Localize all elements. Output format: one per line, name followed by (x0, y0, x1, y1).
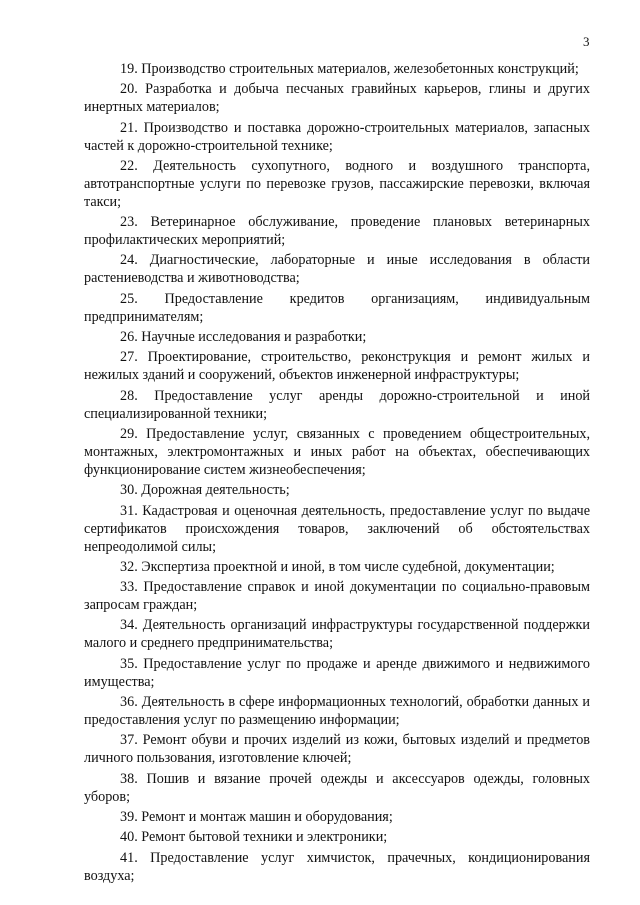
list-item: 28. Предоставление услуг аренды дорожно-строительной и иной специализированной техники; (84, 387, 590, 422)
list-item: 20. Разработка и добыча песчаных гравийных карьеров, глины и других инертных материалов; (84, 81, 590, 116)
list-item: 31. Кадастровая и оценочная деятельность, предоставление услуг по выдаче сертификатов происхождения товаров, заключений об обстоятельствах непреодолимой силы; (84, 502, 590, 555)
list-item: 26. Научные исследования и разработки; (120, 329, 367, 346)
list-item: 38. Пошив и вязание прочей одежды и аксессуаров одежды, головных уборов; (84, 770, 590, 805)
list-item: 21. Производство и поставка дорожно-строительных материалов, запасных частей к дорожно-строительной технике; (84, 119, 590, 154)
list-item: 30. Дорожная деятельность; (120, 482, 290, 499)
list-item: 41. Предоставление услуг химчисток, прачечных, кондиционирования воздуха; (84, 849, 590, 884)
list-item: 39. Ремонт и монтаж машин и оборудования; (120, 808, 393, 825)
list-item: 37. Ремонт обуви и прочих изделий из кожи, бытовых изделий и предметов личного пользования, изготовление ключей; (84, 732, 590, 767)
page-number: 3 (583, 34, 590, 49)
list-item: 23. Ветеринарное обслуживание, проведение плановых ветеринарных профилактических мероприятий; (84, 214, 590, 249)
document-body (84, 60, 590, 887)
list-item: 32. Экспертиза проектной и иной, в том числе судебной, документации; (120, 558, 555, 575)
list-item: 24. Диагностические, лабораторные и иные исследования в области растениеводства и животноводства; (84, 252, 590, 287)
list-item: 27. Проектирование, строительство, реконструкция и ремонт жилых и нежилых зданий и сооружений, объектов инженерной инфраструктуры; (84, 349, 590, 384)
list-item: 25. Предоставление кредитов организациям, индивидуальным предпринимателям; (84, 290, 590, 325)
list-item: 35. Предоставление услуг по продаже и аренде движимого и недвижимого имущества; (84, 655, 590, 690)
list-item: 19. Производство строительных материалов, железобетонных конструкций; (120, 61, 579, 77)
list-item: 40. Ремонт бытовой техники и электроники; (120, 829, 388, 846)
list-item: 22. Деятельность сухопутного, водного и воздушного транспорта, автотранспортные услуги по перевозке грузов, пассажирские перевозки, включая такси; (84, 157, 590, 210)
list-item: 36. Деятельность в сфере информационных технологий, обработки данных и предоставления услуг по размещению информации; (84, 694, 590, 729)
list-item: 33. Предоставление справок и иной документации по социально-правовым запросам граждан; (84, 579, 590, 614)
list-item: 34. Деятельность организаций инфраструктуры государственной поддержки малого и среднего предпринимательства; (84, 617, 590, 652)
list-item: 29. Предоставление услуг, связанных с проведением общестроительных, монтажных, электромонтажных и иных работ на объектах, обеспечивающих функционирование систем жизнеобеспечения; (84, 425, 590, 478)
